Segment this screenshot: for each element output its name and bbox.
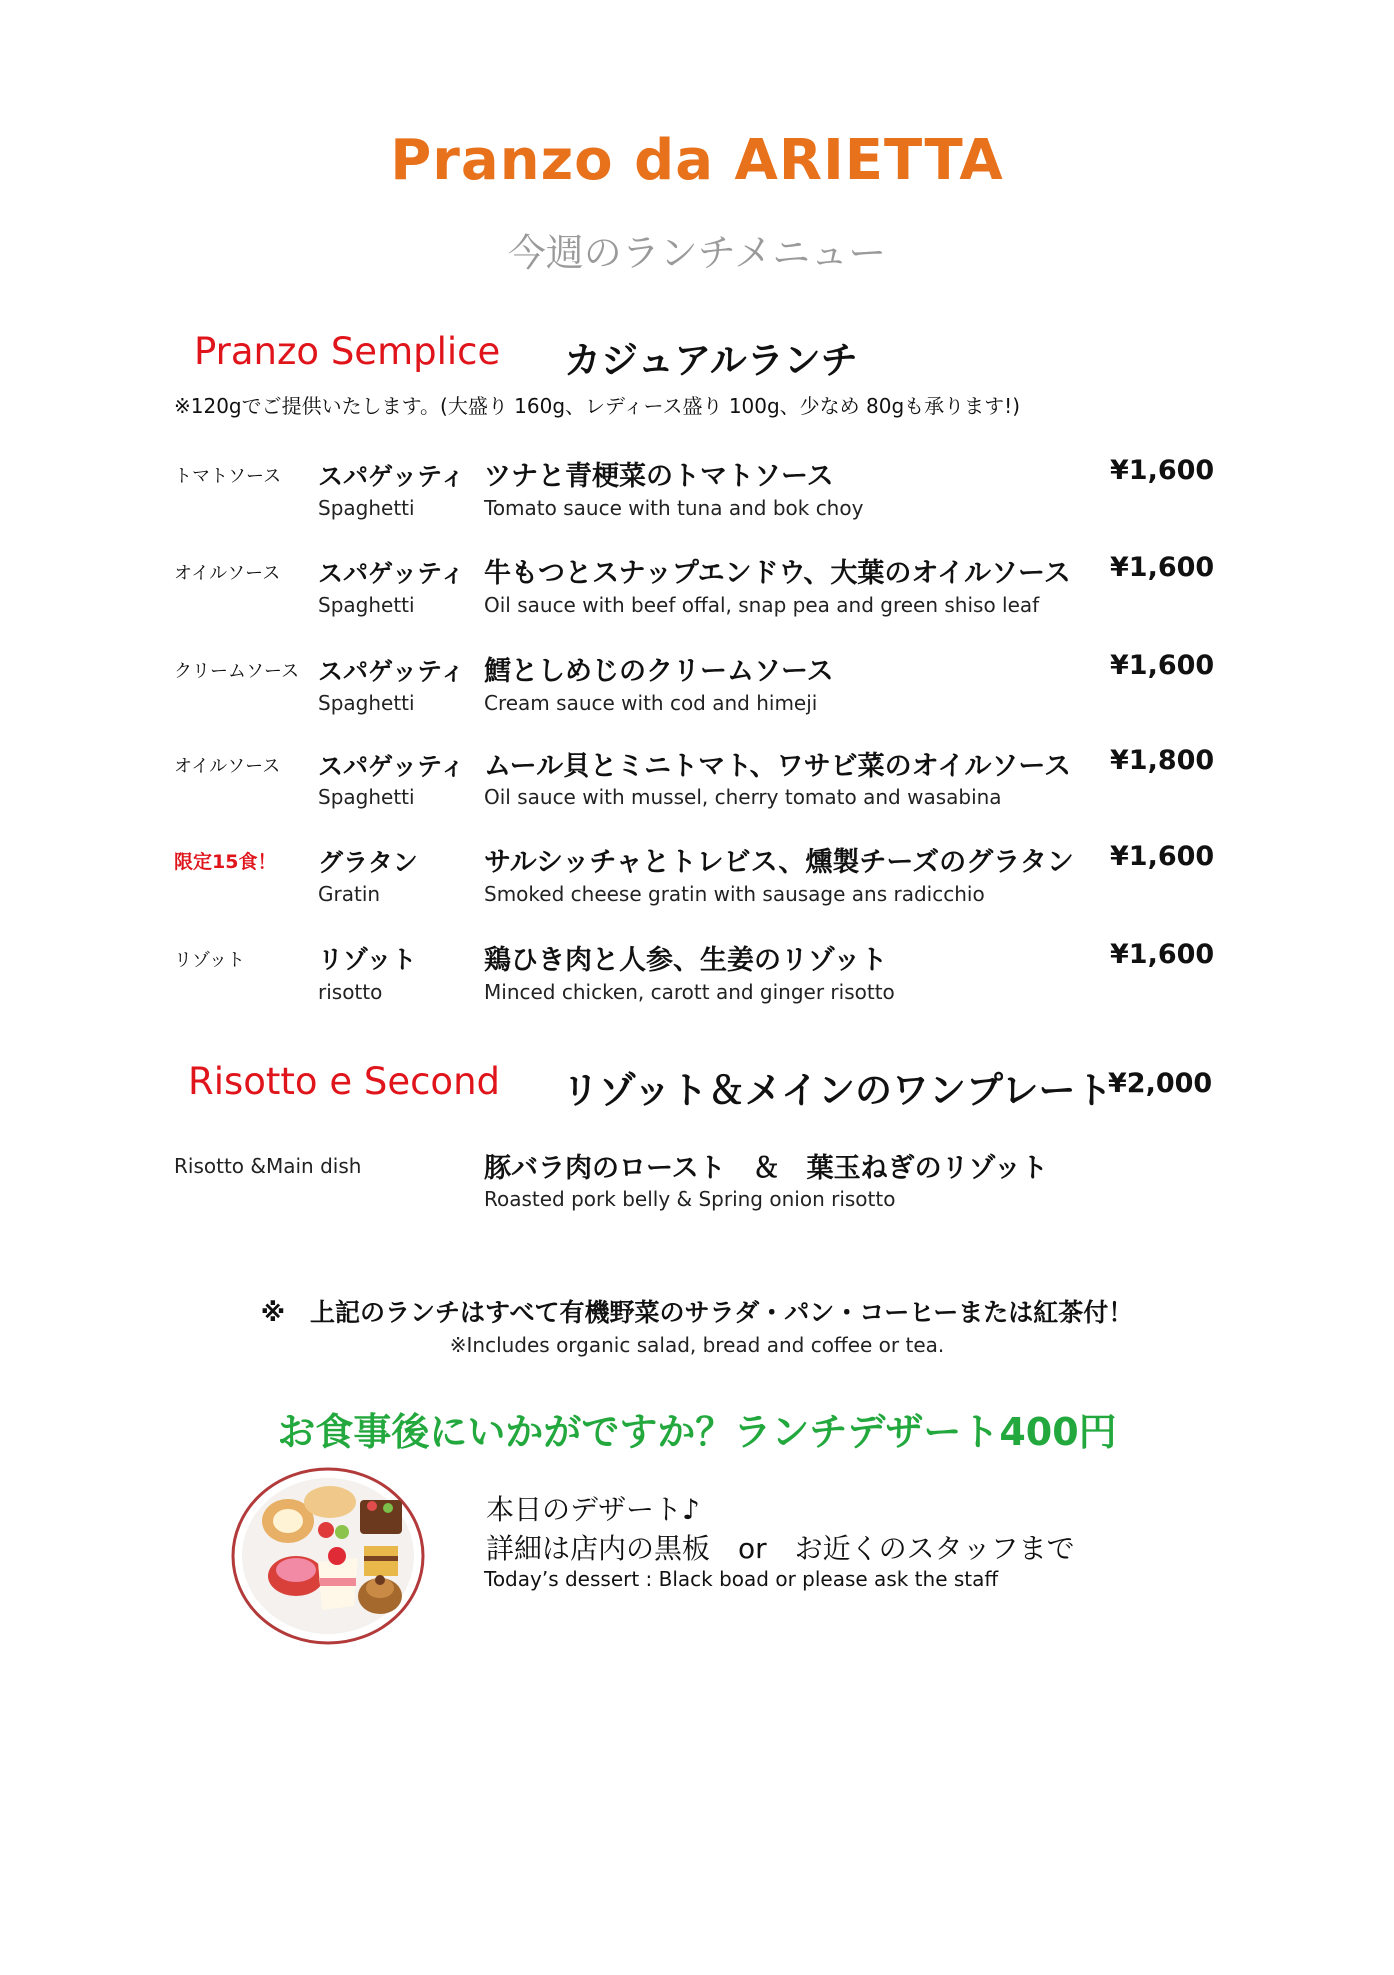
inclusion-note-jp: ※ 上記のランチはすべて有機野菜のサラダ・パン・コーヒーまたは紅茶付！	[260, 1298, 1134, 1327]
item-dish-en: Oil sauce with mussel, cherry tomato and wasabina	[484, 785, 1002, 809]
item-dish-jp: ツナと青梗菜のトマトソース	[484, 461, 834, 492]
section2-title-jp: リゾット＆メインのワンプレート	[562, 1069, 1113, 1112]
item-dish-en: Oil sauce with beef offal, snap pea and green shiso leaf	[484, 593, 1040, 617]
dessert-heading: お食事後にいかがですか？ランチデザート400円	[277, 1410, 1117, 1454]
dessert-details-en: Today’s dessert : Black boad or please ask the staff	[484, 1567, 999, 1591]
item-type-jp: スパゲッティ	[318, 559, 466, 588]
item-type-jp: スパゲッティ	[318, 752, 466, 781]
section2-category: Risotto &Main dish	[174, 1154, 362, 1178]
item-category: オイルソース	[174, 563, 281, 584]
item-type-jp: スパゲッティ	[318, 462, 466, 491]
item-dish-jp: 牛もつとスナップエンドウ、大葉のオイルソース	[484, 558, 1071, 589]
item-type-en: Spaghetti	[318, 496, 415, 520]
dessert-details: 詳細は店内の黒板 or お近くのスタッフまで	[486, 1532, 1075, 1565]
item-dish-en: Smoked cheese gratin with sausage ans radicchio	[484, 882, 985, 906]
item-dish-en: Tomato sauce with tuna and bok choy	[484, 496, 864, 520]
inclusion-note-en: ※Includes organic salad, bread and coffee or tea.	[449, 1333, 945, 1357]
item-type-jp: スパゲッティ	[318, 657, 466, 686]
item-dish-jp: ムール貝とミニトマト、ワサビ菜のオイルソース	[484, 751, 1071, 782]
item-price: ¥1,600	[1110, 650, 1215, 681]
item-category: オイルソース	[174, 756, 281, 777]
portion-note: ※120gでご提供いたします。(大盛り 160g、レディース盛り 100g、少なめ 80gも承ります!)	[174, 394, 1021, 418]
item-price: ¥1,600	[1110, 841, 1215, 872]
item-dish-jp: 鱈としめじのクリームソース	[484, 656, 834, 687]
item-dish-jp: サルシッチャとトレビス、燻製チーズのグラタン	[484, 847, 1074, 878]
section2-dish-jp: 豚バラ肉のロースト ＆ 葉玉ねぎのリゾット	[484, 1153, 1049, 1184]
item-type-en: Spaghetti	[318, 785, 415, 809]
item-type-en: Spaghetti	[318, 593, 415, 617]
item-type-jp: リゾット	[318, 945, 417, 974]
section1-title-it: Pranzo Semplice	[194, 330, 501, 373]
item-dish-en: Cream sauce with cod and himeji	[484, 691, 818, 715]
item-price: ¥1,600	[1110, 455, 1215, 486]
item-dish-jp: 鶏ひき肉と人参、生姜のリゾット	[484, 945, 888, 976]
section1-title-jp: カジュアルランチ	[564, 339, 858, 382]
item-price: ¥1,600	[1110, 939, 1215, 970]
item-price: ¥1,800	[1110, 745, 1215, 776]
dessert-today: 本日のデザート♪	[486, 1493, 700, 1526]
item-type-en: risotto	[318, 980, 383, 1004]
item-category: クリームソース	[174, 661, 300, 682]
menu-subtitle: 今週のランチメニュー	[507, 231, 887, 275]
restaurant-title: Pranzo da ARIETTA	[390, 128, 1004, 193]
section2-dish-en: Roasted pork belly & Spring onion risotto	[484, 1187, 896, 1211]
item-category: トマトソース	[174, 466, 282, 487]
item-dish-en: Minced chicken, carott and ginger risotto	[484, 980, 895, 1004]
item-type-en: Gratin	[318, 882, 381, 906]
limited-badge: 限定15食！	[174, 851, 277, 873]
item-type-en: Spaghetti	[318, 691, 415, 715]
section2-title-it: Risotto e Second	[188, 1060, 501, 1103]
item-type-jp: グラタン	[318, 848, 418, 877]
section2-price: ¥2,000	[1108, 1068, 1213, 1099]
item-price: ¥1,600	[1110, 552, 1215, 583]
item-category: リゾット	[174, 950, 245, 971]
dessert-plate-illustration	[230, 1466, 426, 1646]
